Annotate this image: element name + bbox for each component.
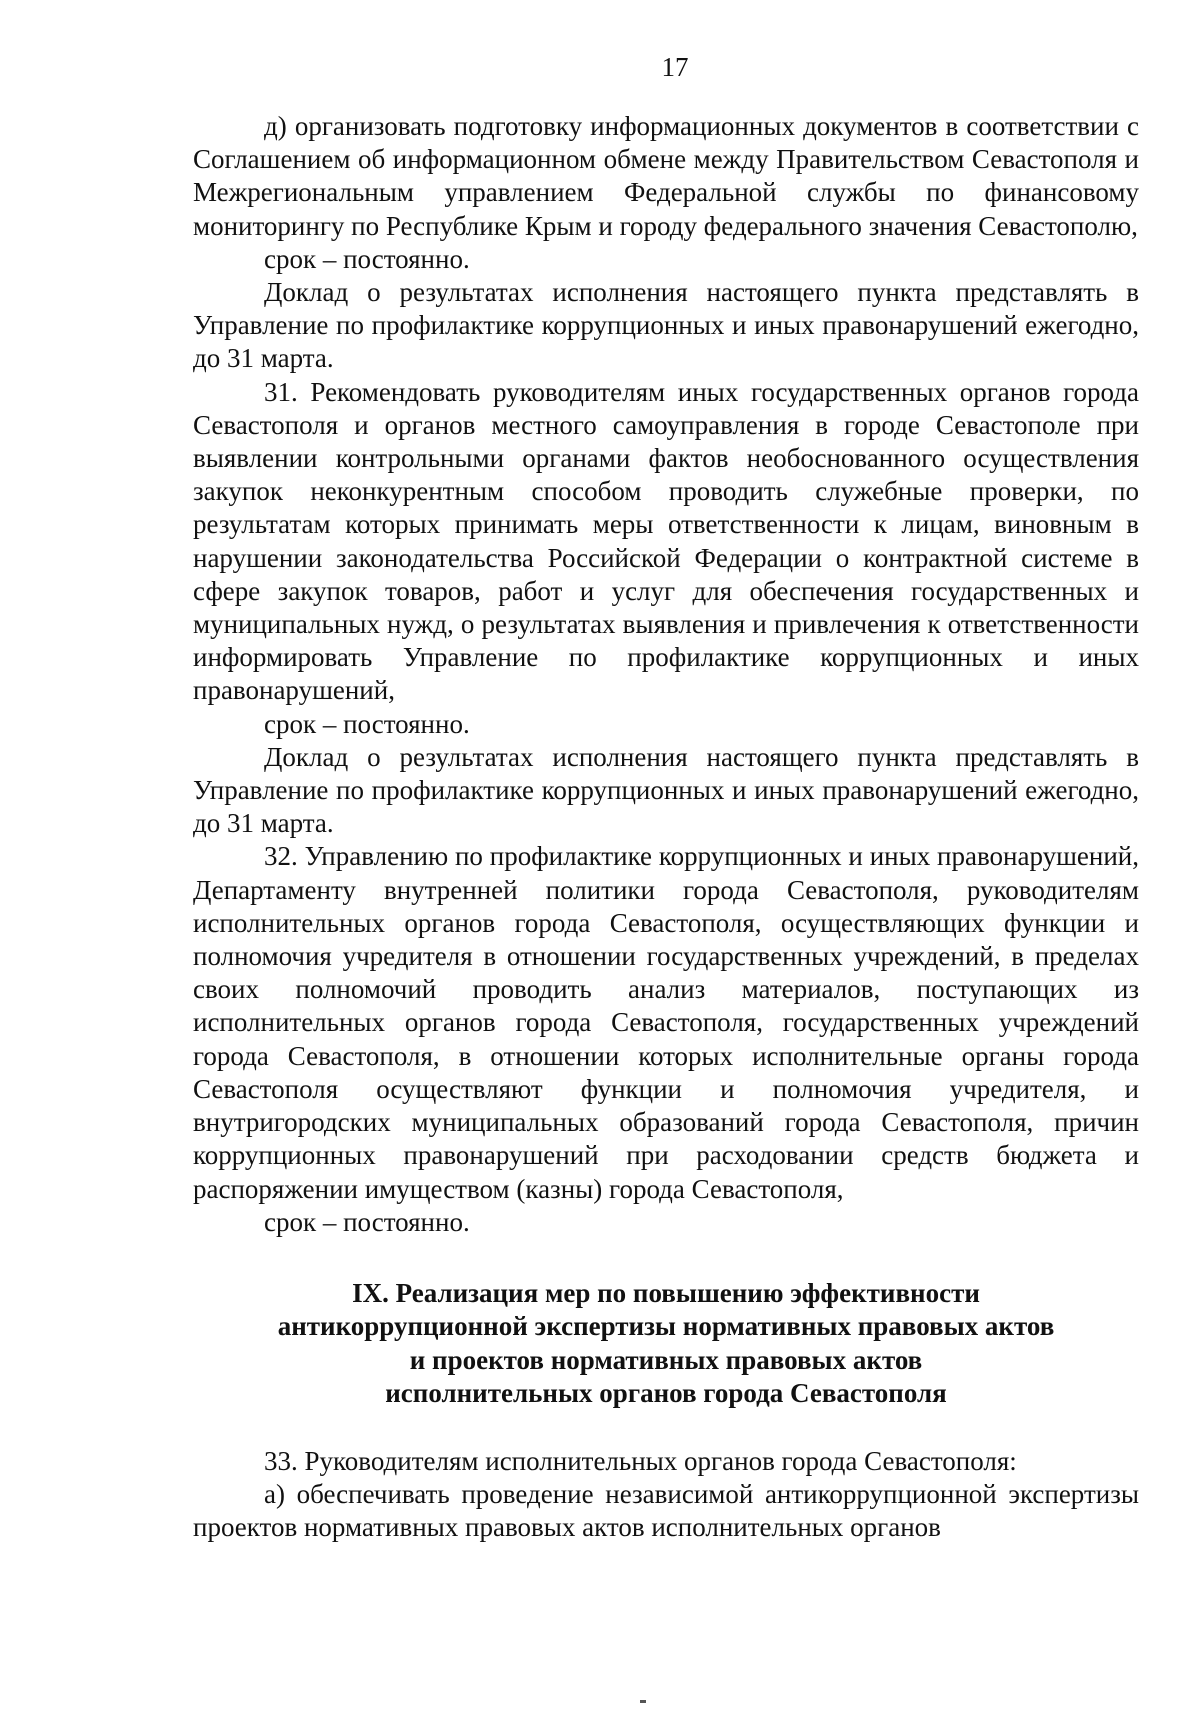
- paragraph-33: 33. Руководителям исполнительных органов города Севастополя:: [264, 1445, 1017, 1476]
- paragraph-item-a: а) обеспечивать проведение независимой антикоррупционной экспертизы проектов нормативных правовых актов исполнительных органов: [193, 1479, 1139, 1543]
- paragraph-31: 31. Рекомендовать руководителям иных государственных органов города Севастополя и органов местного самоуправления в городе Севастополе при выявлении контрольными органами фактов необоснованного осуществления закупок неконкурентным способом проводить служебные проверки, по результатам которых принимать меры ответственности к лицам, виновным в нарушении законодательства Российской Федерации о контрактной системе в сфере закупок товаров, работ и услуг для обеспечения государственных и муниципальных нужд, о результатах выявления и привлечения к ответственности информировать Управление по профилактике коррупционных и иных правонарушений,: [193, 376, 1139, 706]
- page-edge-mark: [640, 1700, 646, 1703]
- deadline-text: срок – постоянно.: [264, 708, 470, 739]
- section-heading-line: антикоррупционной экспертизы нормативных правовых актов: [277, 1311, 1055, 1342]
- paragraph-item-d: д) организовать подготовку информационных документов в соответствии с Соглашением об информационном обмене между Правительством Севастополя и Межрегиональным управлением Федеральной службы по финансовому мониторингу по Республике Крым и городу федерального значения Севастополю,: [193, 111, 1139, 241]
- paragraph-32: 32. Управлению по профилактике коррупционных и иных правонарушений, Департаменту внутренней политики города Севастополя, руководителям исполнительных органов города Севастополя, осуществляющих функции и полномочия учредителя в отношении государственных учреждений, в пределах своих полномочий проводить анализ материалов, поступающих из исполнительных органов города Севастополя, государственных учреждений города Севастополя, в отношении которых исполнительные органы города Севастополя осуществляют функции и полномочия учредителя, и внутригородских муниципальных образований города Севастополя, причин коррупционных правонарушений при расходовании средств бюджета и распоряжении имуществом (казны) города Севастополя,: [193, 841, 1139, 1204]
- section-heading-line: IX. Реализация мер по повышению эффективности: [352, 1277, 980, 1308]
- deadline-text: срок – постоянно.: [264, 243, 470, 274]
- section-heading-line: и проектов нормативных правовых актов: [409, 1344, 923, 1375]
- section-heading-ix: [193, 1277, 1139, 1411]
- document-body: [193, 110, 1139, 1545]
- report-instruction: Доклад о результатах исполнения настоящего пункта представлять в Управление по профилактике коррупционных и иных правонарушений ежегодно, до 31 марта.: [193, 741, 1139, 839]
- section-heading-line: исполнительных органов города Севастополя: [385, 1378, 947, 1409]
- deadline-text: срок – постоянно.: [264, 1206, 470, 1237]
- page-number: 17: [661, 52, 689, 82]
- report-instruction: Доклад о результатах исполнения настоящего пункта представлять в Управление по профилактике коррупционных и иных правонарушений ежегодно, до 31 марта.: [193, 277, 1139, 374]
